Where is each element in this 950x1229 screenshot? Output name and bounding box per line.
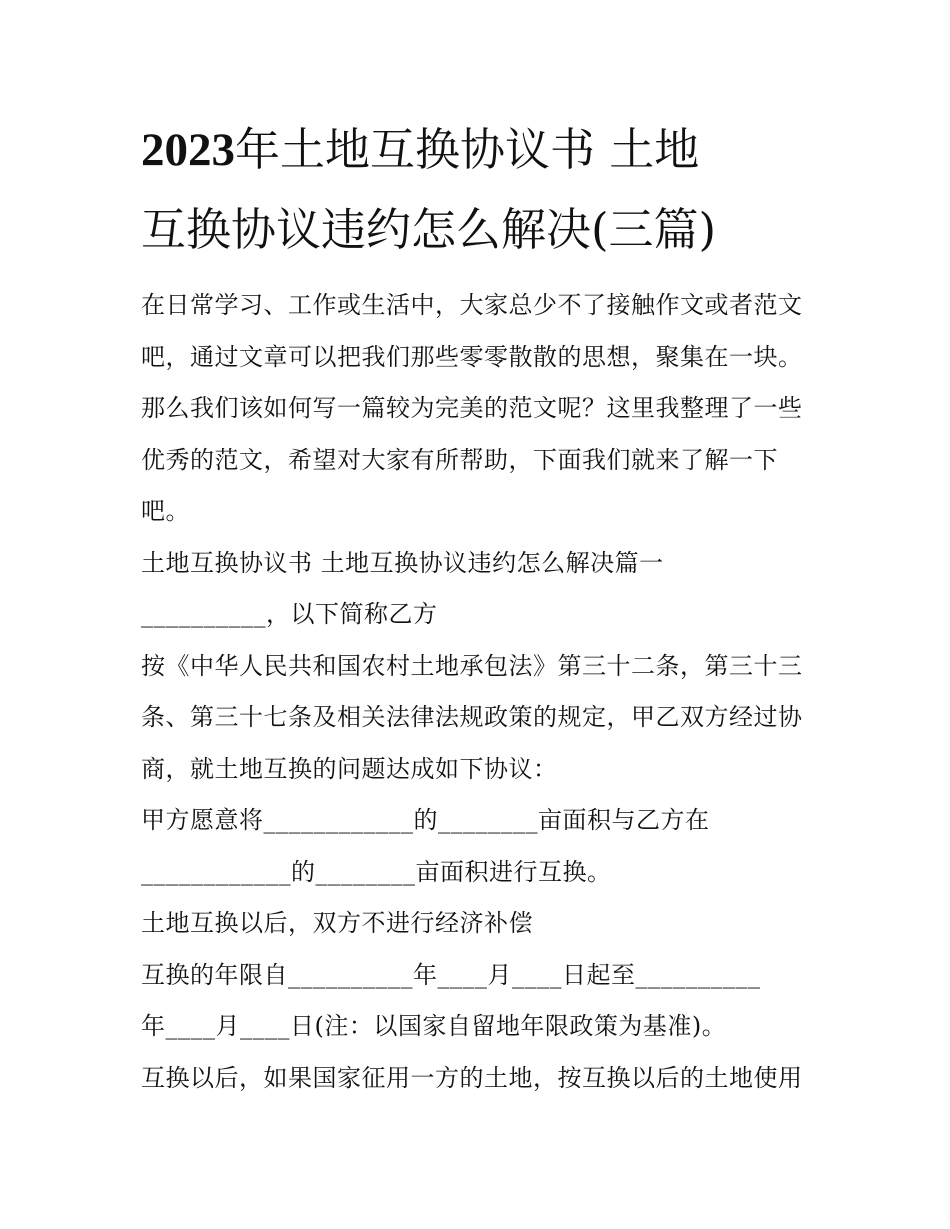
document-title (141, 110, 821, 270)
text-line: 甲方愿意将____________的________亩面积与乙方在 (141, 806, 710, 834)
party-b-line (141, 589, 821, 641)
expropriation-clause (141, 1053, 821, 1105)
text-line: 吧，通过文章可以把我们那些零零散散的思想，聚集在一块。 (141, 342, 803, 371)
compensation-clause (141, 898, 821, 950)
title-line-1 (141, 110, 821, 190)
legal-basis-paragraph (141, 641, 821, 796)
title-line-2: 互换协议违约怎么解决(三篇) (141, 203, 717, 256)
text-line: 优秀的范文，希望对大家有所帮助，下面我们就来了解一下 (141, 445, 778, 474)
title-line-1-rest: 年土地互换协议书 土地 (235, 123, 700, 176)
text-line: 商，就土地互换的问题达成如下协议： (141, 754, 558, 783)
text-line: 条、第三十七条及相关法律法规政策的规定，甲乙双方经过协 (141, 703, 803, 731)
text-line: 那么我们该如何写一篇较为完美的范文呢？这里我整理了一些 (141, 394, 803, 422)
intro-paragraph (141, 280, 821, 538)
exchange-clause (141, 795, 821, 898)
text-line: 在日常学习、工作或生活中，大家总少不了接触作文或者范文 (141, 291, 803, 319)
term-clause (141, 950, 821, 1053)
text-line: 互换的年限自__________年____月____日起至__________ (141, 960, 761, 989)
text-line: 土地互换协议书 土地互换协议违约怎么解决篇一 (141, 548, 664, 577)
text-line: 年____月____日(注：以国家自留地年限政策为基准)。 (141, 1012, 727, 1040)
text-line: 土地互换以后，双方不进行经济补偿 (141, 909, 533, 937)
section-heading (141, 538, 821, 590)
text-line: __________，以下简称乙方 (141, 600, 438, 628)
text-line: 按《中华人民共和国农村土地承包法》第三十二条，第三十三 (141, 651, 803, 680)
document-body (141, 280, 821, 1104)
text-line: 吧。 (141, 497, 190, 525)
title-year: 2023 (141, 124, 235, 176)
text-line: ____________的________亩面积进行互换。 (141, 857, 612, 886)
document-page (141, 110, 821, 1104)
text-line: 互换以后，如果国家征用一方的土地，按互换以后的土地使用 (141, 1063, 803, 1092)
